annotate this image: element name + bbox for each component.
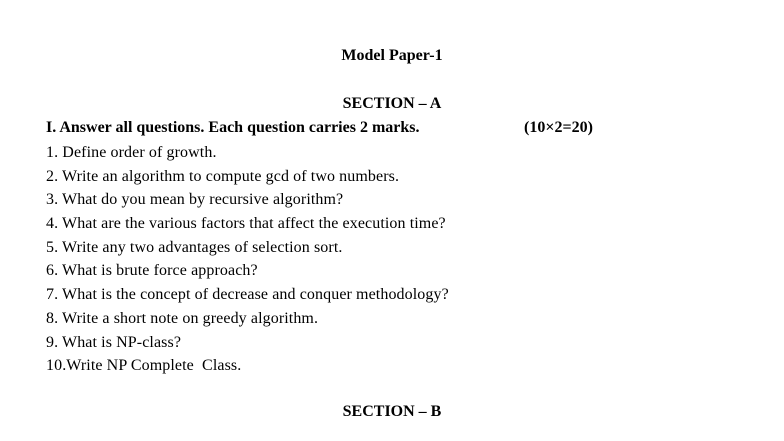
section-a-heading: SECTION – A xyxy=(342,95,442,112)
question-item: 6. What is brute force approach? xyxy=(46,262,258,280)
section-b-heading: SECTION – B xyxy=(342,403,442,420)
section-a-instruction: I. Answer all questions. Each question carries 2 marks. xyxy=(46,119,420,136)
question-item: 8. Write a short note on greedy algorithm. xyxy=(46,309,319,327)
section-a-marks: (10×2=20) xyxy=(524,119,593,136)
question-item: 4. What are the various factors that affect the execution time? xyxy=(46,215,446,233)
question-list xyxy=(46,143,449,380)
question-item: 9. What is NP-class? xyxy=(46,333,182,351)
question-item: 3. What do you mean by recursive algorithm? xyxy=(46,191,344,209)
question-item: 10.Write NP Complete Class. xyxy=(46,357,242,375)
question-item: 7. What is the concept of decrease and conquer methodology? xyxy=(46,286,449,304)
paper-title: Model Paper-1 xyxy=(341,47,443,64)
question-item: 2. Write an algorithm to compute gcd of two numbers. xyxy=(46,167,400,185)
question-item: 1. Define order of growth. xyxy=(46,144,217,161)
question-item: 5. Write any two advantages of selection sort. xyxy=(46,238,343,256)
